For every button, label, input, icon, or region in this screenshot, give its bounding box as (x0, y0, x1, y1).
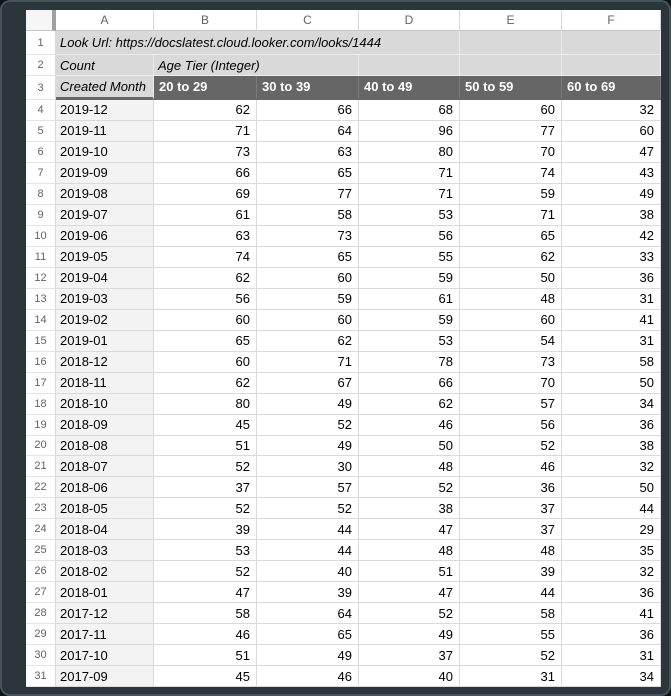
value-cell[interactable]: 46 (154, 624, 257, 645)
value-cell[interactable]: 36 (562, 582, 661, 603)
month-cell[interactable]: 2017-12 (56, 603, 154, 624)
value-cell[interactable]: 70 (460, 142, 562, 163)
value-cell[interactable]: 55 (359, 247, 460, 268)
value-cell[interactable]: 40 (257, 561, 359, 582)
value-cell[interactable]: 38 (359, 498, 460, 519)
value-cell[interactable]: 40 (359, 666, 460, 687)
month-cell[interactable]: 2017-10 (56, 645, 154, 666)
value-cell[interactable]: 55 (460, 624, 562, 645)
column-header-a[interactable]: A (56, 10, 154, 31)
sheet-row-20 (26, 436, 661, 457)
age-tier-header-cell[interactable]: 60 to 69 (562, 76, 661, 100)
value-cell[interactable]: 49 (359, 624, 460, 645)
sheet-row-18 (26, 394, 661, 415)
value-cell[interactable]: 52 (359, 603, 460, 624)
value-cell[interactable]: 38 (562, 205, 661, 226)
row-header[interactable]: 6 (26, 142, 56, 163)
sheet-row-25 (26, 540, 661, 561)
value-cell[interactable]: 52 (154, 561, 257, 582)
column-header-d[interactable]: D (359, 10, 460, 31)
value-cell[interactable]: 64 (257, 603, 359, 624)
age-tier-label-cell[interactable]: Age Tier (Integer) (154, 55, 359, 76)
row-header[interactable]: 21 (26, 456, 56, 477)
row-header[interactable]: 29 (26, 624, 56, 645)
value-cell[interactable]: 49 (257, 394, 359, 415)
value-cell[interactable]: 51 (154, 645, 257, 666)
row-header[interactable]: 27 (26, 582, 56, 603)
column-header-f[interactable]: F (562, 10, 661, 31)
empty-cell[interactable] (460, 55, 562, 76)
row-header[interactable]: 2 (26, 55, 56, 76)
value-cell[interactable]: 45 (154, 415, 257, 436)
value-cell[interactable]: 57 (257, 477, 359, 498)
value-cell[interactable]: 52 (257, 415, 359, 436)
value-cell[interactable]: 73 (460, 352, 562, 373)
sheet-row-27 (26, 582, 661, 603)
value-cell[interactable]: 53 (359, 205, 460, 226)
value-cell[interactable]: 65 (154, 331, 257, 352)
row-header[interactable]: 12 (26, 268, 56, 289)
value-cell[interactable]: 52 (359, 477, 460, 498)
value-cell[interactable]: 58 (257, 205, 359, 226)
month-cell[interactable]: 2018-06 (56, 477, 154, 498)
value-cell[interactable]: 44 (257, 540, 359, 561)
month-cell[interactable]: 2018-02 (56, 561, 154, 582)
value-cell[interactable]: 52 (460, 436, 562, 457)
row-header[interactable]: 31 (26, 666, 56, 687)
value-cell[interactable]: 65 (257, 624, 359, 645)
sheet-row-3 (26, 76, 661, 100)
month-cell[interactable]: 2019-01 (56, 331, 154, 352)
sheet-row-17 (26, 373, 661, 394)
value-cell[interactable]: 31 (562, 645, 661, 666)
value-cell[interactable]: 74 (154, 247, 257, 268)
column-header-row (26, 10, 661, 31)
empty-cell[interactable] (460, 31, 562, 55)
row-header[interactable]: 22 (26, 477, 56, 498)
value-cell[interactable]: 68 (359, 100, 460, 121)
month-cell[interactable]: 2018-12 (56, 352, 154, 373)
value-cell[interactable]: 49 (257, 436, 359, 457)
month-cell[interactable]: 2019-09 (56, 163, 154, 184)
value-cell[interactable]: 31 (562, 331, 661, 352)
count-label-cell[interactable]: Count (56, 55, 154, 76)
month-cell[interactable]: 2017-11 (56, 624, 154, 645)
row-header[interactable]: 19 (26, 415, 56, 436)
month-cell[interactable]: 2018-11 (56, 373, 154, 394)
value-cell[interactable]: 31 (460, 666, 562, 687)
month-cell[interactable]: 2018-10 (56, 394, 154, 415)
value-cell[interactable]: 41 (562, 310, 661, 331)
value-cell[interactable]: 41 (562, 603, 661, 624)
month-cell[interactable]: 2019-12 (56, 100, 154, 121)
row-header[interactable]: 8 (26, 184, 56, 205)
value-cell[interactable]: 62 (460, 247, 562, 268)
value-cell[interactable]: 33 (562, 247, 661, 268)
value-cell[interactable]: 50 (460, 268, 562, 289)
value-cell[interactable]: 69 (154, 184, 257, 205)
value-cell[interactable]: 78 (359, 352, 460, 373)
value-cell[interactable]: 45 (154, 666, 257, 687)
value-cell[interactable]: 62 (154, 373, 257, 394)
value-cell[interactable]: 34 (562, 666, 661, 687)
value-cell[interactable]: 56 (460, 415, 562, 436)
value-cell[interactable]: 35 (562, 540, 661, 561)
select-all-corner[interactable] (26, 10, 56, 31)
value-cell[interactable]: 58 (154, 603, 257, 624)
value-cell[interactable]: 46 (359, 415, 460, 436)
value-cell[interactable]: 77 (257, 184, 359, 205)
sheet-row-29 (26, 624, 661, 645)
row-header[interactable]: 16 (26, 352, 56, 373)
value-cell[interactable]: 62 (257, 331, 359, 352)
row-header[interactable]: 11 (26, 247, 56, 268)
month-cell[interactable]: 2018-08 (56, 436, 154, 457)
value-cell[interactable]: 62 (154, 268, 257, 289)
sheet-row-4 (26, 100, 661, 121)
column-header-b[interactable]: B (154, 10, 257, 31)
sheet-row-21 (26, 456, 661, 477)
data-rows-region (26, 100, 661, 687)
spreadsheet-grid (26, 10, 661, 687)
month-cell[interactable]: 2018-07 (56, 456, 154, 477)
row-header[interactable]: 7 (26, 163, 56, 184)
sheet-row-19 (26, 415, 661, 436)
value-cell[interactable]: 44 (562, 498, 661, 519)
row-header[interactable]: 4 (26, 100, 56, 121)
value-cell[interactable]: 59 (460, 184, 562, 205)
sheet-row-9 (26, 205, 661, 226)
row-header[interactable]: 5 (26, 121, 56, 142)
value-cell[interactable]: 32 (562, 100, 661, 121)
value-cell[interactable]: 51 (154, 436, 257, 457)
sheet-row-14 (26, 310, 661, 331)
row-header[interactable]: 23 (26, 498, 56, 519)
sheet-row-26 (26, 561, 661, 582)
value-cell[interactable]: 67 (257, 373, 359, 394)
month-cell[interactable]: 2019-02 (56, 310, 154, 331)
value-cell[interactable]: 42 (562, 226, 661, 247)
value-cell[interactable]: 39 (154, 519, 257, 540)
value-cell[interactable]: 53 (154, 540, 257, 561)
value-cell[interactable]: 57 (460, 394, 562, 415)
value-cell[interactable]: 65 (257, 247, 359, 268)
value-cell[interactable]: 62 (359, 394, 460, 415)
value-cell[interactable]: 47 (562, 142, 661, 163)
value-cell[interactable]: 60 (257, 268, 359, 289)
value-cell[interactable]: 58 (562, 352, 661, 373)
row-header[interactable]: 18 (26, 394, 56, 415)
row-header[interactable]: 17 (26, 373, 56, 394)
sheet-row-30 (26, 645, 661, 666)
value-cell[interactable]: 30 (257, 456, 359, 477)
empty-cell[interactable] (562, 31, 661, 55)
value-cell[interactable]: 56 (359, 226, 460, 247)
value-cell[interactable]: 66 (359, 373, 460, 394)
value-cell[interactable]: 52 (154, 456, 257, 477)
value-cell[interactable]: 59 (257, 289, 359, 310)
row-header[interactable]: 26 (26, 561, 56, 582)
month-cell[interactable]: 2019-07 (56, 205, 154, 226)
value-cell[interactable]: 96 (359, 121, 460, 142)
row-header[interactable]: 15 (26, 331, 56, 352)
value-cell[interactable]: 59 (359, 310, 460, 331)
value-cell[interactable]: 60 (460, 100, 562, 121)
value-cell[interactable]: 61 (359, 289, 460, 310)
value-cell[interactable]: 38 (562, 436, 661, 457)
value-cell[interactable]: 52 (257, 498, 359, 519)
value-cell[interactable]: 50 (562, 373, 661, 394)
month-cell[interactable]: 2019-10 (56, 142, 154, 163)
value-cell[interactable]: 53 (359, 331, 460, 352)
month-cell[interactable]: 2017-09 (56, 666, 154, 687)
value-cell[interactable]: 48 (460, 540, 562, 561)
sheet-row-28 (26, 603, 661, 624)
value-cell[interactable]: 44 (257, 519, 359, 540)
value-cell[interactable]: 66 (154, 163, 257, 184)
value-cell[interactable]: 60 (154, 352, 257, 373)
value-cell[interactable]: 60 (154, 310, 257, 331)
empty-cell[interactable] (359, 55, 460, 76)
value-cell[interactable]: 47 (359, 582, 460, 603)
month-cell[interactable]: 2019-06 (56, 226, 154, 247)
row-header[interactable]: 10 (26, 226, 56, 247)
age-tier-header-cell[interactable]: 40 to 49 (359, 76, 460, 100)
month-cell[interactable]: 2019-04 (56, 268, 154, 289)
row-header[interactable]: 14 (26, 310, 56, 331)
row-header[interactable]: 1 (26, 31, 56, 55)
row-header[interactable]: 28 (26, 603, 56, 624)
row-header[interactable]: 24 (26, 519, 56, 540)
value-cell[interactable]: 71 (460, 205, 562, 226)
value-cell[interactable]: 73 (257, 226, 359, 247)
value-cell[interactable]: 62 (154, 100, 257, 121)
month-cell[interactable]: 2018-05 (56, 498, 154, 519)
value-cell[interactable]: 36 (562, 624, 661, 645)
sheet-row-10 (26, 226, 661, 247)
sheet-row-6 (26, 142, 661, 163)
value-cell[interactable]: 66 (257, 100, 359, 121)
value-cell[interactable]: 49 (257, 645, 359, 666)
sheet-row-7 (26, 163, 661, 184)
value-cell[interactable]: 29 (562, 519, 661, 540)
value-cell[interactable]: 64 (257, 121, 359, 142)
value-cell[interactable]: 51 (359, 561, 460, 582)
value-cell[interactable]: 58 (460, 603, 562, 624)
value-cell[interactable]: 63 (154, 226, 257, 247)
value-cell[interactable]: 71 (359, 163, 460, 184)
value-cell[interactable]: 37 (460, 519, 562, 540)
created-month-label-cell[interactable]: Created Month (56, 76, 154, 100)
value-cell[interactable]: 52 (154, 498, 257, 519)
value-cell[interactable]: 39 (257, 582, 359, 603)
value-cell[interactable]: 80 (359, 142, 460, 163)
sheet-row-2 (26, 55, 661, 76)
value-cell[interactable]: 44 (460, 582, 562, 603)
value-cell[interactable]: 32 (562, 456, 661, 477)
empty-cell[interactable] (562, 55, 661, 76)
value-cell[interactable]: 48 (359, 540, 460, 561)
sheet-row-11 (26, 247, 661, 268)
sheet-row-23 (26, 498, 661, 519)
value-cell[interactable]: 31 (562, 289, 661, 310)
value-cell[interactable]: 36 (460, 477, 562, 498)
value-cell[interactable]: 71 (257, 352, 359, 373)
value-cell[interactable]: 60 (460, 310, 562, 331)
sheet-row-13 (26, 289, 661, 310)
value-cell[interactable]: 46 (460, 456, 562, 477)
month-cell[interactable]: 2018-09 (56, 415, 154, 436)
value-cell[interactable]: 77 (460, 121, 562, 142)
month-cell[interactable]: 2018-04 (56, 519, 154, 540)
value-cell[interactable]: 65 (460, 226, 562, 247)
value-cell[interactable]: 65 (257, 163, 359, 184)
sheet-row-22 (26, 477, 661, 498)
sheet-row-1 (26, 31, 661, 55)
value-cell[interactable]: 48 (359, 456, 460, 477)
sheet-row-24 (26, 519, 661, 540)
value-cell[interactable]: 63 (257, 142, 359, 163)
row-header[interactable]: 13 (26, 289, 56, 310)
month-cell[interactable]: 2018-01 (56, 582, 154, 603)
value-cell[interactable]: 70 (460, 373, 562, 394)
sheet-row-5 (26, 121, 661, 142)
value-cell[interactable]: 37 (154, 477, 257, 498)
value-cell[interactable]: 32 (562, 561, 661, 582)
value-cell[interactable]: 74 (460, 163, 562, 184)
value-cell[interactable]: 60 (257, 310, 359, 331)
value-cell[interactable]: 47 (359, 519, 460, 540)
sheet-row-8 (26, 184, 661, 205)
row-header[interactable]: 25 (26, 540, 56, 561)
column-header-c[interactable]: C (257, 10, 359, 31)
value-cell[interactable]: 59 (359, 268, 460, 289)
value-cell[interactable]: 73 (154, 142, 257, 163)
value-cell[interactable]: 61 (154, 205, 257, 226)
value-cell[interactable]: 52 (460, 645, 562, 666)
value-cell[interactable]: 49 (562, 184, 661, 205)
sheet-row-31 (26, 666, 661, 687)
value-cell[interactable]: 71 (359, 184, 460, 205)
row-header[interactable]: 9 (26, 205, 56, 226)
value-cell[interactable]: 50 (359, 436, 460, 457)
row-header[interactable]: 3 (26, 76, 56, 100)
value-cell[interactable]: 34 (562, 394, 661, 415)
value-cell[interactable]: 36 (562, 415, 661, 436)
month-cell[interactable]: 2019-03 (56, 289, 154, 310)
value-cell[interactable]: 46 (257, 666, 359, 687)
sheet-row-16 (26, 352, 661, 373)
value-cell[interactable]: 54 (460, 331, 562, 352)
value-cell[interactable]: 56 (154, 289, 257, 310)
age-tier-header-cell[interactable]: 20 to 29 (154, 76, 257, 100)
value-cell[interactable]: 36 (562, 268, 661, 289)
value-cell[interactable]: 50 (562, 477, 661, 498)
look-url-cell[interactable]: Look Url: https://docslatest.cloud.looker.com/looks/1444 (56, 31, 460, 55)
value-cell[interactable]: 43 (562, 163, 661, 184)
value-cell[interactable]: 47 (154, 582, 257, 603)
age-tier-header-cell[interactable]: 30 to 39 (257, 76, 359, 100)
row-header[interactable]: 30 (26, 645, 56, 666)
value-cell[interactable]: 37 (359, 645, 460, 666)
sheet-row-12 (26, 268, 661, 289)
value-cell[interactable]: 60 (562, 121, 661, 142)
value-cell[interactable]: 71 (154, 121, 257, 142)
month-cell[interactable]: 2019-05 (56, 247, 154, 268)
age-tier-header-cell[interactable]: 50 to 59 (460, 76, 562, 100)
value-cell[interactable]: 80 (154, 394, 257, 415)
month-cell[interactable]: 2019-11 (56, 121, 154, 142)
month-cell[interactable]: 2019-08 (56, 184, 154, 205)
value-cell[interactable]: 48 (460, 289, 562, 310)
value-cell[interactable]: 37 (460, 498, 562, 519)
value-cell[interactable]: 39 (460, 561, 562, 582)
month-cell[interactable]: 2018-03 (56, 540, 154, 561)
column-header-e[interactable]: E (460, 10, 562, 31)
row-header[interactable]: 20 (26, 436, 56, 457)
sheet-row-15 (26, 331, 661, 352)
